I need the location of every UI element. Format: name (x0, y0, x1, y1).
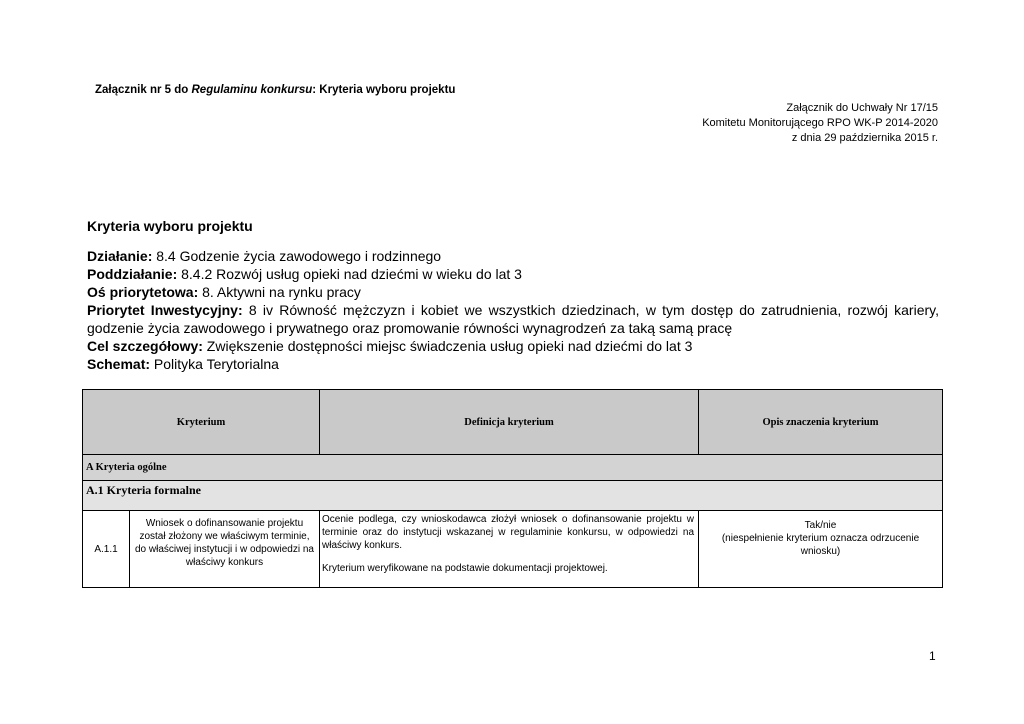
definition-note: Kryterium weryfikowane na podstawie dokumentacji projektowej. (322, 563, 608, 574)
poddzialanie-label: Poddziałanie: (87, 266, 178, 282)
subsection-row (83, 481, 943, 511)
section-row (83, 455, 943, 481)
annex-title (95, 84, 455, 96)
project-metadata (87, 247, 939, 373)
poddzialanie-value: 8.4.2 Rozwój usług opieki nad dziećmi w wieku do lat 3 (177, 266, 522, 282)
significance-value: Tak/nie (804, 520, 837, 531)
os-priorytetowa-line (87, 283, 939, 301)
table-header-row (83, 390, 943, 455)
priorytet-value: 8 iv Równość mężczyzn i kobiet we wszystkich dziedzinach, w tym dostęp do zatrudnienia, rozwój kariery, godzenie życia zawodowego i prywatnego oraz promowanie równości wynagrodzeń za taką samą pracę (87, 302, 939, 336)
page-number: 1 (929, 649, 936, 663)
criterion-name: Wniosek o dofinansowanie projektu został złożony we właściwym terminie, do właściwej instytucji i w odpowiedzi na właściwy konkurs (130, 511, 320, 588)
poddzialanie-line (87, 265, 939, 283)
resolution-line: z dnia 29 października 2015 r. (791, 132, 938, 144)
header-kryterium: Kryterium (83, 390, 320, 455)
page-heading: Kryteria wyboru projektu (87, 218, 253, 234)
criterion-significance (699, 511, 943, 588)
resolution-line: Załącznik do Uchwały Nr 17/15 (786, 102, 938, 114)
table-row (83, 511, 943, 588)
section-title: A Kryteria ogólne (83, 455, 943, 481)
annex-title-italic: Regulaminu konkursu (191, 84, 313, 96)
subsection-title: A.1 Kryteria formalne (83, 481, 943, 511)
resolution-line: Komitetu Monitorującego RPO WK-P 2014-2020 (702, 117, 938, 129)
schemat-label: Schemat: (87, 356, 151, 372)
annex-title-suffix: : Kryteria wyboru projektu (312, 84, 456, 96)
priorytet-label: Priorytet Inwestycyjny: (87, 302, 243, 318)
schemat-line (87, 355, 939, 373)
annex-title-prefix: Załącznik nr 5 do (95, 84, 192, 96)
dzialanie-line (87, 247, 939, 265)
criterion-id: A.1.1 (83, 511, 130, 588)
criterion-definition (320, 511, 699, 588)
os-priorytetowa-value: 8. Aktywni na rynku pracy (198, 284, 361, 300)
header-definicja: Definicja kryterium (320, 390, 699, 455)
significance-note: (niespełnienie kryterium oznacza odrzucenie wniosku) (721, 533, 920, 557)
resolution-reference (702, 101, 938, 146)
criteria-table (82, 389, 943, 588)
schemat-value: Polityka Terytorialna (150, 356, 279, 372)
cel-label: Cel szczegółowy: (87, 338, 203, 354)
os-priorytetowa-label: Oś priorytetowa: (87, 284, 199, 300)
cel-value: Zwiększenie dostępności miejsc świadczenia usług opieki nad dziećmi do lat 3 (202, 338, 693, 354)
cel-line (87, 337, 939, 355)
definition-text: Ocenie podlega, czy wnioskodawca złożył wniosek o dofinansowanie projektu w terminie oraz do instytucji wskazanej w regulaminie konkursu, w odpowiedzi na właściwy konkurs. (322, 514, 694, 551)
dzialanie-label: Działanie: (87, 248, 153, 264)
header-opis: Opis znaczenia kryterium (699, 390, 943, 455)
priorytet-line (87, 301, 939, 337)
dzialanie-value: 8.4 Godzenie życia zawodowego i rodzinnego (152, 248, 442, 264)
